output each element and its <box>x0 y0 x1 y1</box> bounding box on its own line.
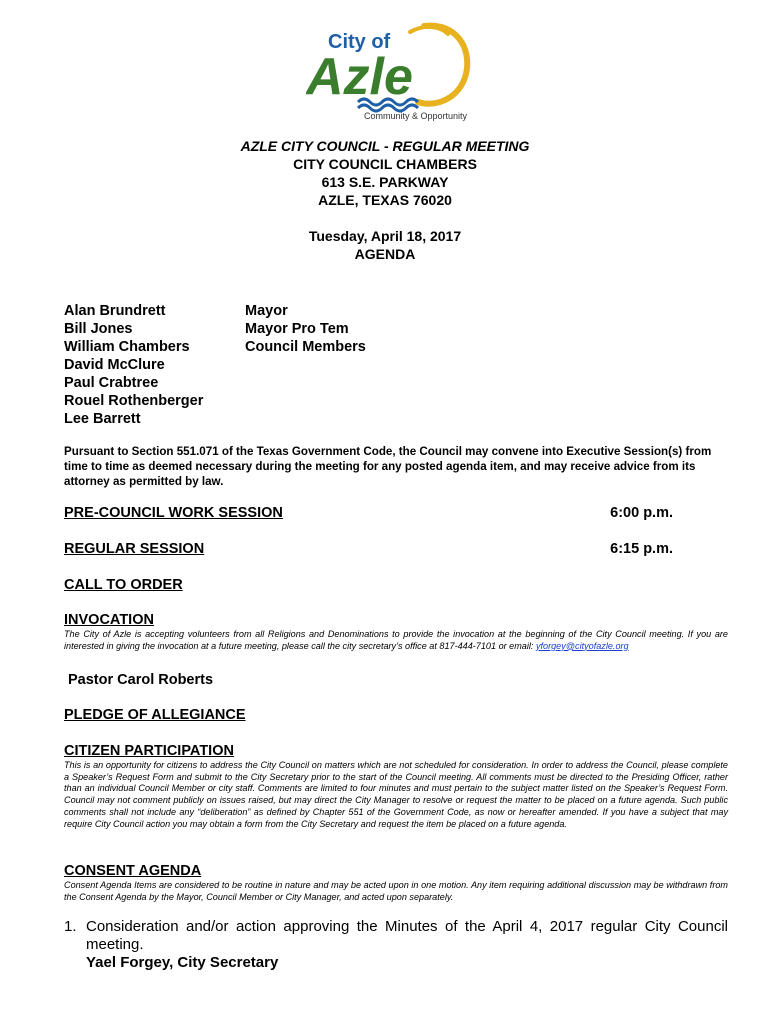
consent-agenda-heading: CONSENT AGENDA <box>64 863 202 879</box>
council-row <box>64 410 704 428</box>
meeting-city: AZLE, TEXAS 76020 <box>318 192 452 208</box>
council-row <box>64 392 704 410</box>
meeting-title: AZLE CITY COUNCIL - REGULAR MEETING <box>240 138 530 154</box>
meeting-location: CITY COUNCIL CHAMBERS <box>293 156 477 172</box>
citizen-participation-heading: CITIZEN PARTICIPATION <box>64 743 234 759</box>
invocation-pastor: Pastor Carol Roberts <box>68 672 214 688</box>
invocation-note <box>64 629 728 652</box>
consent-agenda-section <box>64 862 726 880</box>
invocation-note-text: The City of Azle is accepting volunteers from all Religions and Denominations to provide the invocation at the beginning of the City Council meeting. If you are interested in giving the invocation at a future meeting, please call the city secretary’s office at 817-444-7101 or email: <box>64 629 728 651</box>
pledge-heading: PLEDGE OF ALLEGIANCE <box>64 707 246 723</box>
logo-graphic <box>306 18 472 122</box>
council-member-name: Rouel Rothenberger <box>64 393 204 409</box>
council-member-name: Alan Brundrett <box>64 303 166 319</box>
logo-azle-text: Azle <box>306 48 413 106</box>
pre-council-time: 6:00 p.m. <box>610 505 673 521</box>
council-member-name: Bill Jones <box>64 321 133 337</box>
executive-session-notice: Pursuant to Section 551.071 of the Texas Government Code, the Council may convene into Executive Session(s) from time to time as deemed necessary during the meeting for any posted agenda item, and may receive advice from its attorney as permitted by law. <box>64 445 712 488</box>
council-member-name: Lee Barrett <box>64 411 141 427</box>
council-row <box>64 338 704 356</box>
call-to-order-heading: CALL TO ORDER <box>64 577 183 593</box>
council-row <box>64 356 704 374</box>
regular-session-heading: REGULAR SESSION <box>64 541 205 557</box>
secretary-email-link[interactable]: yforgey@cityofazle.org <box>535 640 629 651</box>
logo-tagline: Community & Opportunity <box>364 111 468 121</box>
citizen-participation-note: This is an opportunity for citizens to address the City Council on matters which are not scheduled for consideration. In order to address the Council, please complete a Speaker’s Request Form and submit to the City Secretary prior to the start of the Council meeting. All comments must be directed to the Presiding Officer, rather than an individual Council Member or city staff. Comments are limited to four minutes and must pertain to the subject matter listed on the Speaker’s Request Form. Council may not comment publicly on issues raised, but may direct the City Manager to resolve or request the matter to be placed on a future agenda. Such public comments shall not include any “deliberation” as defined by Chapter 551 of the Government Code, as now or hereafter amended. If you have a subject that may require City Council action you may obtain a form from the City Secretary and request the item be placed on a future agenda. <box>64 760 728 829</box>
agenda-item-number: 1. <box>64 918 77 935</box>
meeting-date: Tuesday, April 18, 2017 <box>308 228 462 244</box>
council-member-role: Mayor <box>245 303 288 319</box>
council-row <box>64 320 704 338</box>
regular-session-section <box>64 540 726 558</box>
meeting-header <box>0 137 770 263</box>
council-member-name: Paul Crabtree <box>64 375 159 391</box>
consent-agenda-note: Consent Agenda Items are considered to be routine in nature and may be acted upon in one motion. Any item requiring additional discussion may be withdrawn from the Consent Agenda by the Mayor, Council Member or City Manager, and acted upon separately. <box>64 880 728 902</box>
pre-council-heading: PRE-COUNCIL WORK SESSION <box>64 505 283 521</box>
logo-city-of-text: City of <box>328 31 391 53</box>
council-member-name: William Chambers <box>64 339 190 355</box>
regular-session-time: 6:15 p.m. <box>610 541 673 557</box>
citizen-participation-section <box>64 742 726 760</box>
council-member-role: Council Members <box>245 339 366 355</box>
council-member-role: Mayor Pro Tem <box>245 321 349 337</box>
invocation-heading: INVOCATION <box>64 612 154 628</box>
call-to-order-section <box>64 576 726 594</box>
council-member-name: David McClure <box>64 357 165 373</box>
pledge-section <box>64 706 726 724</box>
document-type: AGENDA <box>354 246 416 262</box>
council-roster <box>64 302 704 428</box>
city-of-azle-logo <box>306 18 472 122</box>
meeting-address: 613 S.E. PARKWAY <box>321 174 449 190</box>
council-row <box>64 302 704 320</box>
agenda-item-text: Consideration and/or action approving the Minutes of the April 4, 2017 regular City Council meeting. <box>86 918 728 953</box>
agenda-item <box>64 918 728 972</box>
pre-council-section <box>64 504 726 522</box>
agenda-item-presenter: Yael Forgey, City Secretary <box>86 954 279 971</box>
invocation-section <box>64 611 726 629</box>
council-row <box>64 374 704 392</box>
